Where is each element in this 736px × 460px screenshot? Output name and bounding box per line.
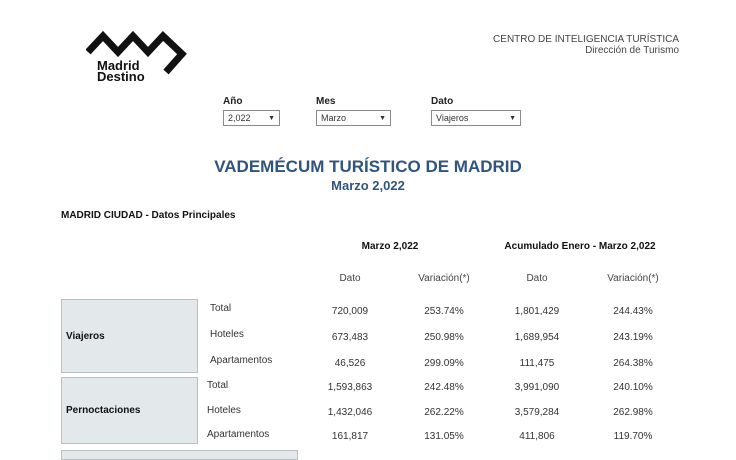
logo-text-line2: Destino (97, 69, 145, 84)
category-label: Viajeros (66, 330, 105, 342)
cell-cumulative-dato: 3,579,284 (514, 407, 560, 418)
filter-mes-value: Marzo (321, 113, 347, 123)
header-cumulative-variacion: Variación(*) (607, 273, 659, 284)
filter-dato-label: Dato (431, 96, 454, 107)
row-label: Total (207, 380, 229, 391)
cell-month-variacion: 131.05% (424, 431, 464, 442)
section-title: MADRID CIUDAD - Datos Principales (61, 210, 236, 221)
cell-month-variacion: 262.22% (424, 407, 464, 418)
cell-cumulative-dato: 1,801,429 (514, 306, 560, 317)
logo-text (97, 60, 145, 82)
org-department: Dirección de Turismo (585, 45, 679, 56)
filter-mes-label: Mes (316, 96, 336, 107)
chevron-down-icon: ▼ (379, 114, 386, 122)
cell-cumulative-dato: 411,806 (519, 431, 555, 442)
cell-cumulative-variacion: 119.70% (613, 431, 653, 442)
cell-cumulative-variacion: 240.10% (613, 382, 653, 393)
category-next-partial (61, 450, 298, 460)
category-pernoctaciones (61, 377, 198, 444)
cell-cumulative-variacion: 244.43% (613, 306, 653, 317)
row-label: Apartamentos (207, 429, 270, 440)
page-subtitle: Marzo 2,022 (331, 178, 405, 193)
cell-month-dato: 1,593,863 (327, 382, 373, 393)
row-label: Hoteles (207, 405, 241, 416)
cell-month-variacion: 299.09% (424, 358, 464, 369)
cell-month-dato: 1,432,046 (327, 407, 373, 418)
header-cumulative-dato: Dato (526, 273, 548, 284)
filter-dato-value: Viajeros (436, 113, 469, 123)
category-viajeros (61, 299, 198, 373)
chevron-down-icon: ▼ (509, 114, 516, 122)
cell-month-dato: 673,483 (331, 332, 369, 343)
category-label: Pernoctaciones (66, 405, 141, 416)
header-cumulative-group: Acumulado Enero - Marzo 2,022 (504, 241, 656, 252)
filter-anio-value: 2,022 (228, 113, 251, 123)
cell-cumulative-variacion: 243.19% (613, 332, 653, 343)
cell-cumulative-dato: 3,991,090 (514, 382, 560, 393)
cell-cumulative-variacion: 264.38% (613, 358, 653, 369)
cell-month-variacion: 250.98% (424, 332, 464, 343)
cell-cumulative-variacion: 262.98% (613, 407, 653, 418)
cell-month-dato: 161,817 (331, 431, 369, 442)
cell-cumulative-dato: 1,689,954 (514, 332, 560, 343)
header-month-group: Marzo 2,022 (361, 241, 419, 252)
filter-anio-label: Año (223, 96, 243, 107)
filter-mes-select[interactable] (316, 110, 391, 126)
header-month-variacion: Variación(*) (418, 273, 470, 284)
filter-dato-select[interactable] (431, 110, 521, 126)
org-header (493, 34, 679, 56)
cell-cumulative-dato: 111,475 (519, 358, 555, 369)
chevron-down-icon: ▼ (268, 114, 275, 122)
row-label: Total (210, 303, 232, 314)
org-name: CENTRO DE INTELIGENCIA TURÍSTICA (493, 34, 679, 45)
page-title: VADEMÉCUM TURÍSTICO DE MADRID (214, 157, 522, 176)
header-month-dato: Dato (339, 273, 361, 284)
logo-text-line1: Madrid (97, 58, 140, 73)
cell-month-variacion: 242.48% (424, 382, 464, 393)
cell-month-variacion: 253.74% (424, 306, 464, 317)
cell-month-dato: 46,526 (334, 358, 366, 369)
row-label: Apartamentos (210, 355, 273, 366)
cell-month-dato: 720,009 (331, 306, 369, 317)
filter-anio-select[interactable] (223, 110, 280, 126)
row-label: Hoteles (210, 329, 244, 340)
